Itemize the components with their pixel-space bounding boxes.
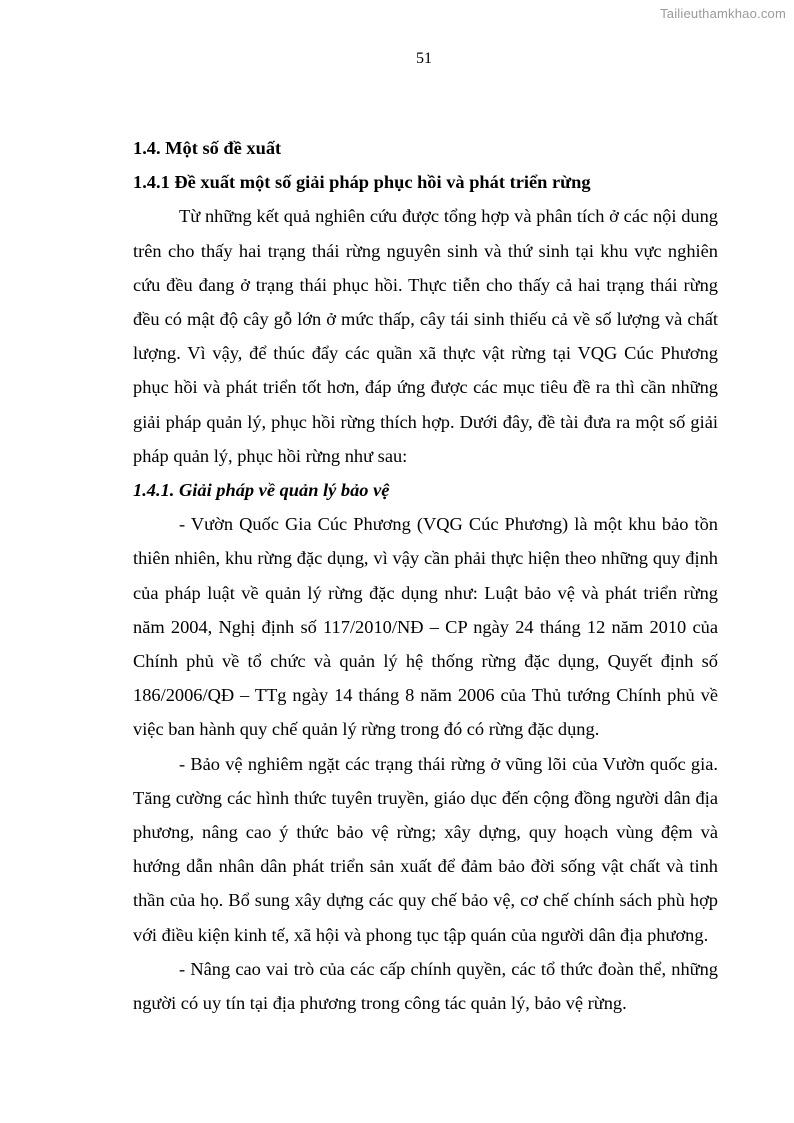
subsection-title: 1.4.1 Đề xuất một số giải pháp phục hồi và phát triển rừng <box>133 172 591 193</box>
section-title: 1.4. Một số đề xuất <box>133 138 282 158</box>
intro-paragraph: Từ những kết quả nghiên cứu được tổng hợp và phân tích ở các nội dung trên cho thấy hai trạng thái rừng nguyên sinh và thứ sinh tại khu vực nghiên cứu đều đang ở trạng thái phục hồi. Thực tiễn cho thấy cả hai trạng thái rừng đều có mật độ cây gỗ lớn ở mức thấp, cây tái sinh thiếu cả về số lượng và chất lượng. Vì vậy, để thúc đẩy các quần xã thực vật rừng tại VQG Cúc Phương phục hồi và phát triển tốt hơn, đáp ứng được các mục tiêu đề ra thì cần những giải pháp quản lý, phục hồi rừng thích hợp. Dưới đây, đề tài đưa ra một số giải pháp quản lý, phục hồi rừng như sau: <box>133 206 718 466</box>
page-number: 51 <box>416 50 432 67</box>
bullet-paragraph-1: - Vườn Quốc Gia Cúc Phương (VQG Cúc Phương) là một khu bảo tồn thiên nhiên, khu rừng đặc dụng, vì vậy cần phải thực hiện theo những quy định của pháp luật về quản lý rừng đặc dụng như: Luật bảo vệ và phát triển rừng năm 2004, Nghị định số 117/2010/NĐ – CP ngày 24 tháng 12 năm 2010 của Chính phủ về tổ chức và quản lý hệ thống rừng đặc dụng, Quyết định số 186/2006/QĐ – TTg ngày 14 tháng 8 năm 2006 của Thủ tướng Chính phủ về việc ban hành quy chế quản lý rừng trong đó có rừng đặc dụng. <box>133 514 718 740</box>
subsubsection-title: 1.4.1. Giải pháp về quản lý bảo vệ <box>133 480 390 501</box>
watermark-text: Tailieuthamkhao.com <box>660 6 786 21</box>
bullet-paragraph-3: - Nâng cao vai trò của các cấp chính quyền, các tổ thức đoàn thể, những người có uy tín tại địa phương trong công tác quản lý, bảo vệ rừng. <box>133 958 718 1014</box>
bullet-paragraph-2: - Bảo vệ nghiêm ngặt các trạng thái rừng ở vũng lõi của Vườn quốc gia. Tăng cường các hình thức tuyên truyền, giáo dục đến cộng đồng người dân địa phương, nâng cao ý thức bảo vệ rừng; xây dựng, quy hoạch vùng đệm và hướng dẫn nhân dân phát triển sản xuất để đảm bảo đời sống vật chất và tinh thần của họ. Bổ sung xây dựng các quy chế bảo vệ, cơ chế chính sách phù hợp với điều kiện kinh tế, xã hội và phong tục tập quán của người dân địa phương. <box>133 753 718 945</box>
document-body <box>133 131 718 1020</box>
